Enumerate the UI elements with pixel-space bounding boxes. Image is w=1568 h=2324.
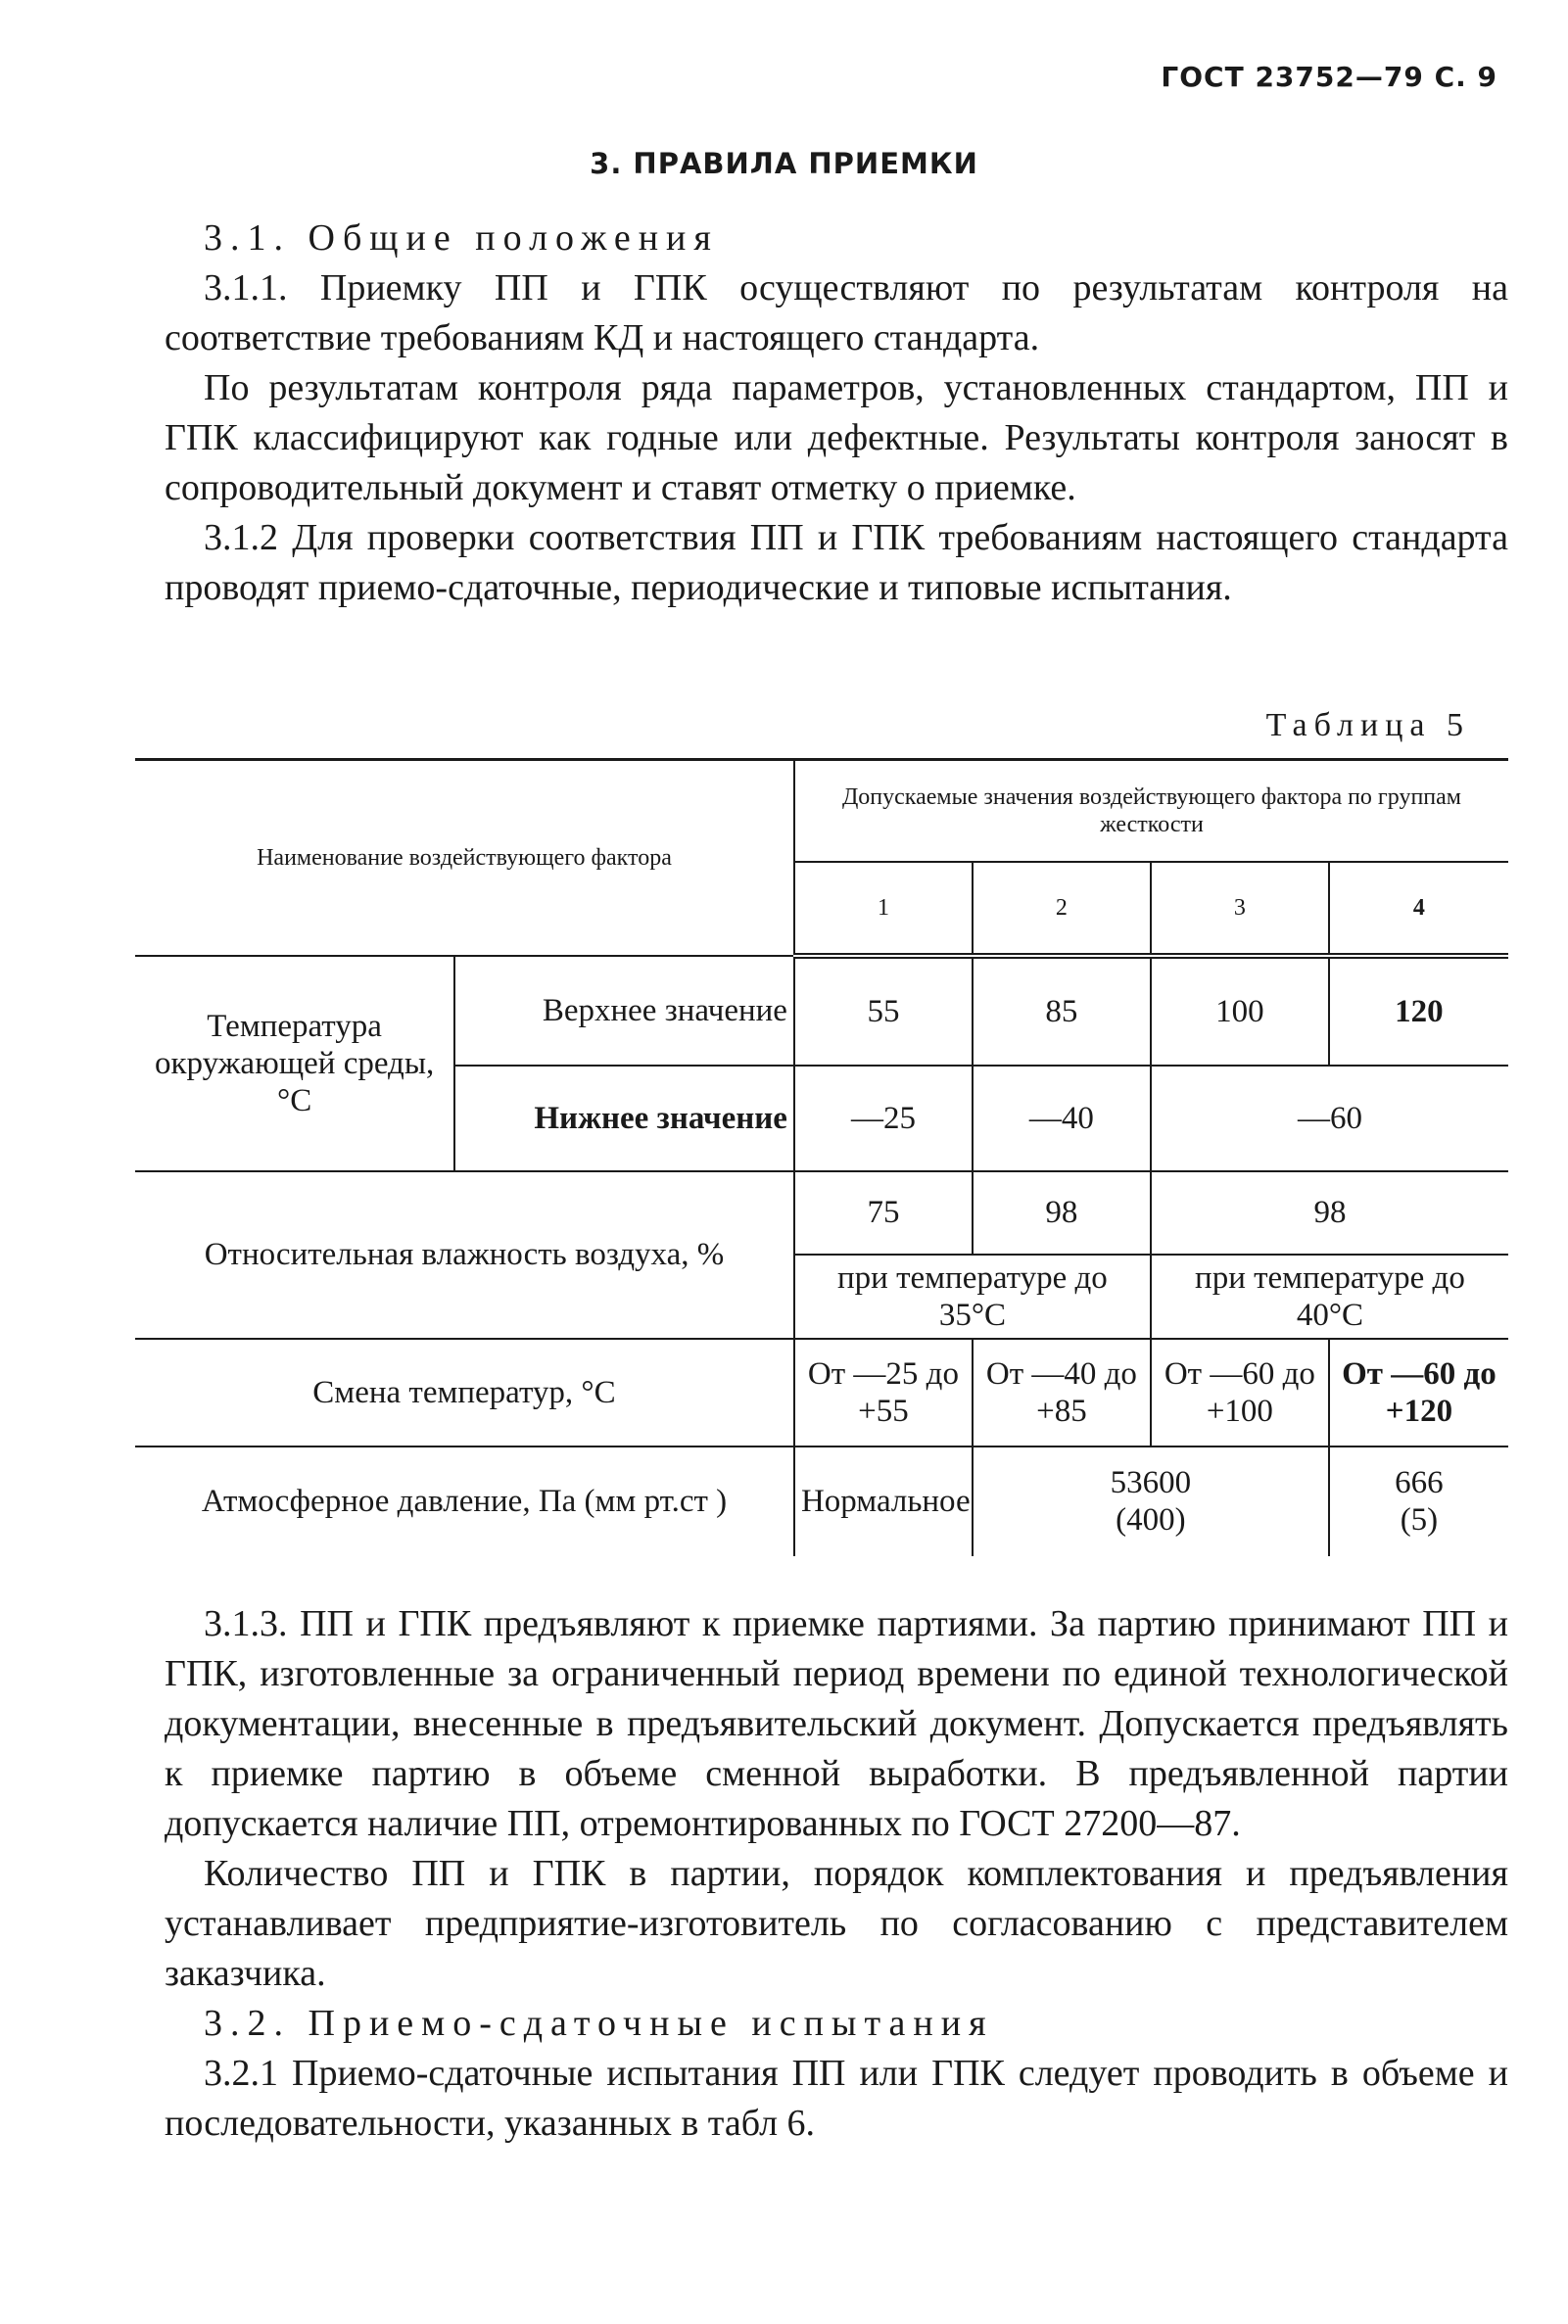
pressure-4 <box>1329 1447 1508 1556</box>
table-5 <box>135 758 1508 1556</box>
table-caption: Таблица 5 <box>1265 707 1470 743</box>
temperature-lower-1: —25 <box>794 1066 973 1171</box>
row-temperature-change-label: Смена температур, °С <box>135 1339 794 1447</box>
paragraph-classification: По результатам контроля ряда параметров, установленных стандартом, ПП и ГПК классифицируют как годные или дефектные. Результаты контроля заносят в сопроводительный документ и ставят отметку о приемке. <box>165 367 1508 508</box>
pressure-4-pa: 666 <box>1395 1465 1444 1500</box>
humidity-2: 98 <box>973 1171 1151 1255</box>
section-title: 3. ПРАВИЛА ПРИЕМКИ <box>590 147 978 180</box>
header-group-1: 1 <box>794 862 973 956</box>
page-header: ГОСТ 23752—79 С. 9 <box>1161 61 1497 93</box>
paragraph-3-1-3: 3.1.3. ПП и ГПК предъявляют к приемке партиями. За партию принимают ПП и ГПК, изготовленные за ограниченный период времени по единой технологической документации, внесенные в предъявительский документ. Допускается предъявлять к приемке партию в объеме сменной выработки. В предъявленной партии допускается наличие ПП, отремонтированных по ГОСТ 27200—87. <box>165 1603 1508 1844</box>
humidity-note-1-2: при температуре до 35°С <box>794 1255 1151 1339</box>
humidity-note-3-4: при температуре до 40°С <box>1151 1255 1508 1339</box>
temperature-lower-3-4: —60 <box>1151 1066 1508 1171</box>
section-3-1-3-text <box>165 1599 1508 2149</box>
paragraph-3-2-1: 3.2.1 Приемо-сдаточные испытания ПП или ГПК следует проводить в объеме и последовательности, указанных в табл 6. <box>165 2053 1508 2144</box>
temperature-change-2: От —40 до +85 <box>973 1339 1151 1447</box>
section-3-1-text <box>165 213 1508 613</box>
header-factor-name: Наименование воздействующего фактора <box>135 760 794 956</box>
paragraph-3-1-2: 3.1.2 Для проверки соответствия ПП и ГПК требованиям настоящего стандарта проводят приемо-сдаточные, периодические и типовые испытания. <box>165 517 1508 608</box>
paragraph-batch-size: Количество ПП и ГПК в партии, порядок комплектования и предъявления устанавливает предприятие-изготовитель по согласованию с представителем заказчика. <box>165 1853 1508 1994</box>
temperature-upper-1: 55 <box>794 956 973 1066</box>
pressure-2-3-pa: 53600 <box>1110 1465 1192 1500</box>
subsection-heading-3-1: 3.1. Общие положения <box>204 217 719 259</box>
pressure-2-3-mm: (400) <box>1116 1502 1186 1538</box>
pressure-2-3 <box>973 1447 1329 1556</box>
temperature-lower-label: Нижнее значение <box>454 1066 794 1171</box>
header-allowed-values: Допускаемые значения воздействующего фактора по группам жесткости <box>794 760 1508 862</box>
temperature-change-4: От —60 до +120 <box>1329 1339 1508 1447</box>
temperature-upper-4: 120 <box>1329 956 1508 1066</box>
row-pressure-label: Атмосферное давление, Па (мм рт.ст ) <box>135 1447 794 1556</box>
temperature-change-3: От —60 до +100 <box>1151 1339 1329 1447</box>
header-group-3: 3 <box>1151 862 1329 956</box>
header-group-2: 2 <box>973 862 1151 956</box>
temperature-lower-2: —40 <box>973 1066 1151 1171</box>
temperature-upper-2: 85 <box>973 956 1151 1066</box>
subsection-heading-3-2: 3.2. Приемо-сдаточные испытания <box>204 2003 994 2044</box>
header-group-4: 4 <box>1329 862 1508 956</box>
temperature-change-1: От —25 до +55 <box>794 1339 973 1447</box>
row-humidity-label: Относительная влажность воздуха, % <box>135 1171 794 1339</box>
pressure-4-mm: (5) <box>1400 1502 1439 1538</box>
humidity-3-4: 98 <box>1151 1171 1508 1255</box>
humidity-1: 75 <box>794 1171 973 1255</box>
pressure-1: Нормальное <box>794 1447 973 1556</box>
temperature-upper-label: Верхнее значение <box>454 956 794 1066</box>
temperature-upper-3: 100 <box>1151 956 1329 1066</box>
paragraph-3-1-1: 3.1.1. Приемку ПП и ГПК осуществляют по результатам контроля на соответствие требованиям КД и настоящего стандарта. <box>165 267 1508 358</box>
row-temperature-label: Температура окружающей среды, °С <box>135 956 454 1171</box>
